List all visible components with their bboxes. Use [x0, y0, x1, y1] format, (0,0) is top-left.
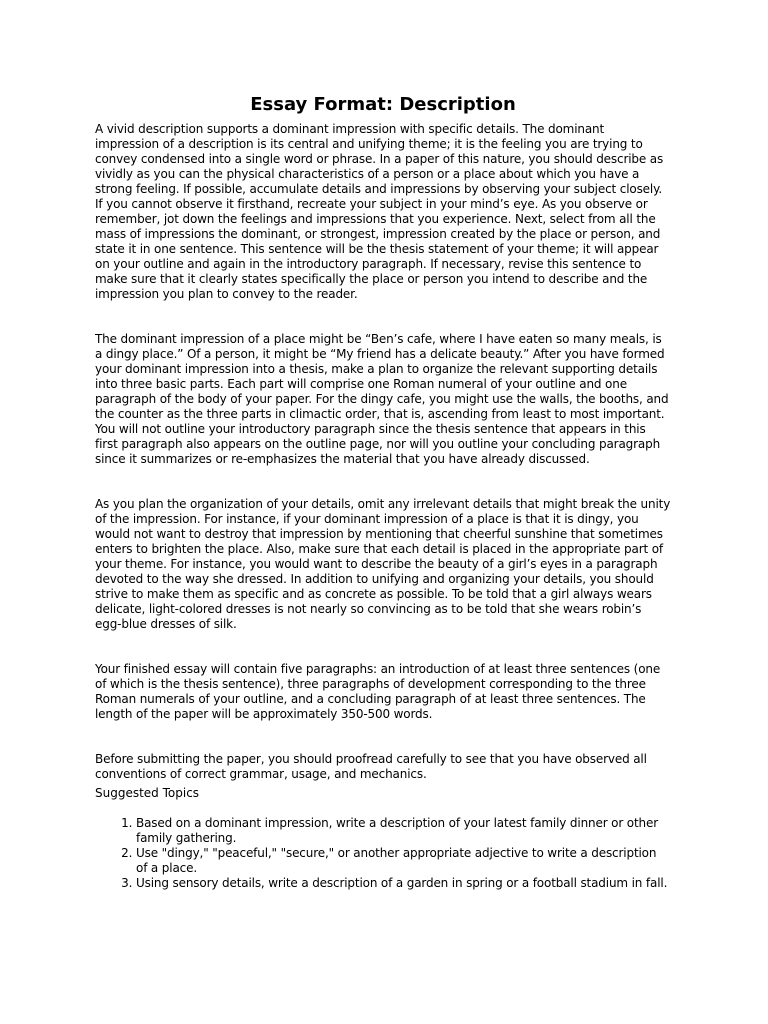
topic-item: 3. Using sensory details, write a description of a garden in spring or a football stadium in fall.: [136, 876, 671, 891]
paragraph-proofread: Before submitting the paper, you should proofread carefully to see that you have observed all conventions of correct grammar, usage, and mechanics.: [95, 752, 647, 781]
topic-item: 1. Based on a dominant impression, write a description of your latest family dinner or other family gathering.: [136, 816, 671, 846]
paragraph-intro: A vivid description supports a dominant impression with specific details. The dominant impression of a description is its central and unifying theme; it is the feeling you are trying to convey condensed into a single word or phrase. In a paper of this nature, you should describe as vividly as you can the physical characteristics of a person or a place about which you have a strong feeling. If possible, accumulate details and impressions by observing your subject closely. If you cannot observe it firsthand, recreate your subject in your mind’s eye. As you observe or remember, jot down the feelings and impressions that you experience. Next, select from all the mass of impressions the dominant, or strongest, impression created by the place or person, and state it in one sentence. This sentence will be the thesis statement of your theme; it will appear on your outline and again in the introductory paragraph. If necessary, revise this sentence to make sure that it clearly states specifically the place or person you intend to describe and the impression you plan to convey to the reader.: [95, 122, 664, 301]
topic-item: 2. Use "dingy," "peaceful," "secure," or another appropriate adjective to write a description of a place.: [136, 846, 671, 876]
paragraph-organization: As you plan the organization of your details, omit any irrelevant details that might break the unity of the impression. For instance, if your dominant impression of a place is that it is dingy, you would not want to destroy that impression by mentioning that cheerful sunshine that sometimes enters to brighten the place. Also, make sure that each detail is placed in the appropriate part of your theme. For instance, you would want to describe the beauty of a girl’s eyes in a paragraph devoted to the way she dressed. In addition to unifying and organizing your details, you should strive to make them as specific and as concrete as possible. To be told that a girl always wears delicate, light-colored dresses is not nearly so convincing as to be told that she wears robin’s egg-blue dresses of silk.: [95, 497, 671, 631]
document-title: Essay Format: Description: [250, 94, 516, 115]
document-page: [95, 94, 671, 891]
paragraph-structure: Your finished essay will contain five paragraphs: an introduction of at least three sentences (one of which is the thesis sentence), three paragraphs of development corresponding to the three Roman numerals of your outline, and a concluding paragraph of at least three sentences. The length of the paper will be approximately 350-500 words.: [95, 662, 661, 721]
paragraph-dominant-impression: The dominant impression of a place might be “Ben’s cafe, where I have eaten so many meals, is a dingy place.” Of a person, it might be “My friend has a delicate beauty.” After you have formed your dominant impression into a thesis, make a plan to organize the relevant supporting details into three basic parts. Each part will comprise one Roman numeral of your outline and one paragraph of the body of your paper. For the dingy cafe, you might use the walls, the booths, and the counter as the three parts in climactic order, that is, ascending from least to most important. You will not outline your introductory paragraph since the thesis sentence that appears in this first paragraph also appears on the outline page, nor will you outline your concluding paragraph since it summarizes or re-emphasizes the material that you have already discussed.: [95, 332, 669, 466]
topics-heading: Suggested Topics: [95, 786, 200, 800]
topics-list: [95, 816, 671, 891]
